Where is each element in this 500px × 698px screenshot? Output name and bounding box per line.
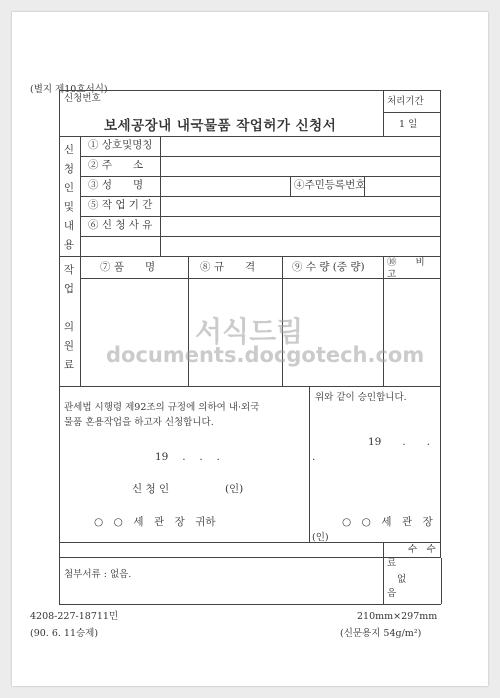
approval-date: 19 . . <box>368 436 431 448</box>
fee-label-b: 료 <box>387 558 397 569</box>
materials-section-label: 작 업 의 원 료 <box>63 264 75 371</box>
application-number-label: 신청번호 <box>64 93 101 104</box>
field-reason-label: ⑥ 신 청 사 유 <box>88 219 153 231</box>
form-code: 4208-227-18711민 <box>30 611 119 622</box>
approval-date-dot: . <box>312 451 316 463</box>
request-text-line2: 물품 혼용작업을 하고자 신청합니다. <box>64 417 214 428</box>
col-item-name: ⑦ 품 명 <box>100 261 156 273</box>
applicant-section-label: 신 청 인 및 내 용 <box>63 144 75 251</box>
form-approval-date: (90. 6. 11승제) <box>30 628 99 639</box>
fee-label-a: 수 수 <box>408 544 436 555</box>
request-date: 19 . . . <box>155 451 220 463</box>
fee-value-b: 음 <box>387 588 397 599</box>
field-company-name-label: ① 상호및명칭 <box>88 139 153 151</box>
field-address-label: ② 주 소 <box>88 159 144 171</box>
field-name-label: ③ 성 명 <box>88 179 144 191</box>
customs-chief-line: ○ ○ 세 관 장 <box>342 516 433 528</box>
paper-type: (신문용지 54g/m²) <box>340 628 422 639</box>
watermark-url: documents.docgotech.com <box>106 343 425 367</box>
approval-text: 위와 같이 승인합니다. <box>315 392 407 403</box>
form-title: 보세공장내 내국물품 작업허가 신청서 <box>104 118 337 134</box>
field-resident-number-label: ④주민등록번호 <box>294 179 366 191</box>
paper-size: 210mm×297mm <box>357 611 438 622</box>
col-remarks-a: ⑩ 비 <box>387 257 425 268</box>
field-work-period-label: ⑤ 작 업 기 간 <box>88 199 153 211</box>
watermark-title: 서식드림 <box>195 315 304 348</box>
request-text-line1: 관세법 시행령 제92조의 규정에 의하여 내·외국 <box>64 402 260 413</box>
processing-period-value: 1 일 <box>399 119 418 130</box>
fee-value-a: 없 <box>397 574 407 585</box>
approval-seal: (인) <box>312 532 329 543</box>
form-page <box>12 12 488 686</box>
col-specification: ⑧ 규 격 <box>200 261 256 273</box>
addressee-line: ○ ○ 세 관 장 귀하 <box>94 516 216 528</box>
form-number: (별지 제10호서식) <box>30 84 108 95</box>
col-quantity: ⑨ 수 량 (중 량) <box>292 261 365 273</box>
applicant-signature-line: 신 청 인 (인) <box>132 483 244 495</box>
attachments-text: 첨부서류 : 없음. <box>64 569 132 580</box>
col-remarks-b: 고 <box>387 269 397 280</box>
processing-period-label: 처리기간 <box>387 96 424 107</box>
